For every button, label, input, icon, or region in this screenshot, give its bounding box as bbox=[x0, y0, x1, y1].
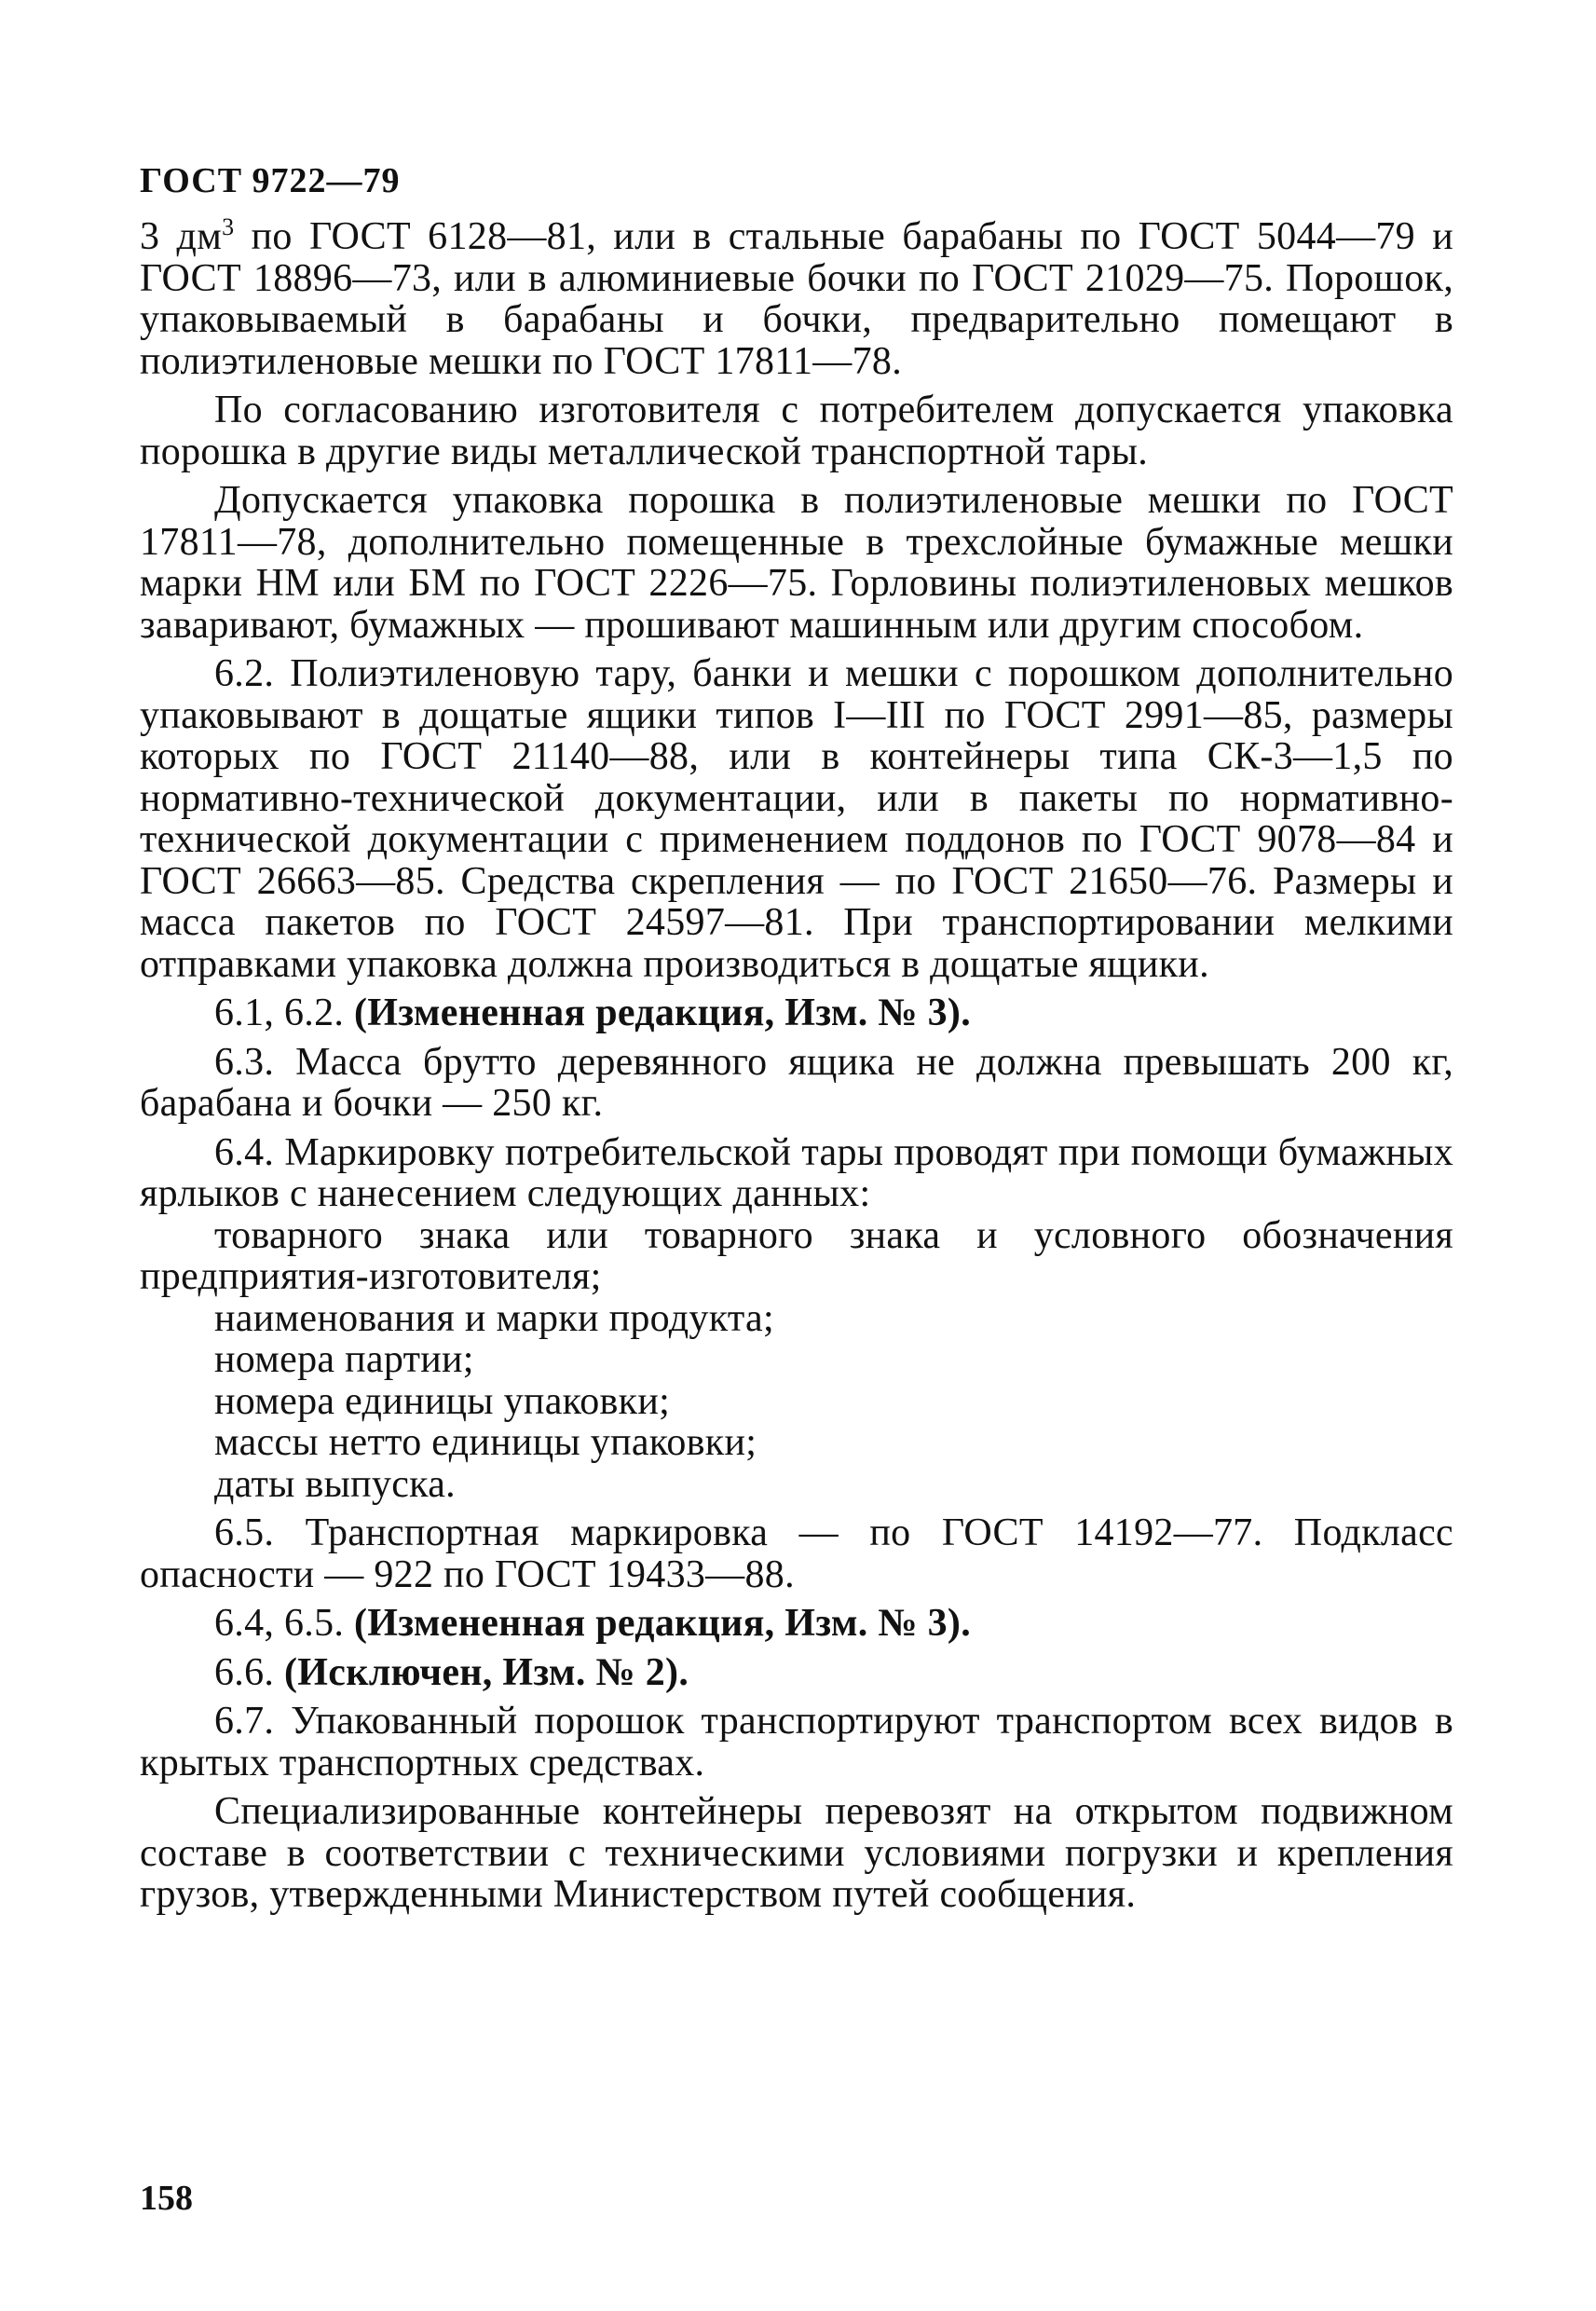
amendment-note: (Измененная редакция, Изм. № 3). bbox=[354, 991, 972, 1034]
amendment-ref: 6.1, 6.2. bbox=[214, 991, 354, 1034]
amendment-ref: 6.6. bbox=[214, 1650, 284, 1694]
standard-header: ГОСТ 9722—79 bbox=[140, 161, 401, 200]
paragraph-containers: Специализированные контейнеры перевозят на открытом подвижном составе в соответствии с техническими условиями погрузки и крепления грузов, утвержденными Министерством путей сообщения. bbox=[140, 1790, 1453, 1916]
list-item: товарного знака или товарного знака и условного обозначения предприятия-изготовителя; bbox=[140, 1213, 1453, 1298]
paragraph-6-3: 6.3. Масса брутто деревянного ящика не должна превышать 200 кг, барабана и бочки — 250 кг. bbox=[140, 1040, 1453, 1125]
paragraph-agreement: По согласованию изготовителя с потребителем допускается упаковка порошка в другие виды металлической транспортной тары. bbox=[140, 389, 1453, 473]
amendment-ref: 6.4, 6.5. bbox=[214, 1602, 354, 1645]
paragraph-6-2: 6.2. Полиэтиленовую тару, банки и мешки с порошком дополнительно упаковывают в дощатые ящики типов I—III по ГОСТ 2991—85, размеры которых по ГОСТ 21140—88, или в контейнеры типа СК-3—1,5 по нормативно-технической документации, или в пакеты по нормативно-технической документации с применением поддонов по ГОСТ 9078—84 и ГОСТ 26663—85. Средства скрепления — по ГОСТ 21650—76. Размеры и масса пакетов по ГОСТ 24597—81. При транспортировании мелкими отправками упаковка должна производиться в дощатые ящики. bbox=[140, 652, 1453, 986]
paragraph-6-5: 6.5. Транспортная маркировка — по ГОСТ 14192—77. Подкласс опасности — 922 по ГОСТ 19433—88. bbox=[140, 1511, 1453, 1596]
paragraph-6-4: 6.4. Маркировку потребительской тары проводят при помощи бумажных ярлыков с нанесением следующих данных: bbox=[140, 1130, 1453, 1215]
amendment-note: (Исключен, Изм. № 2). bbox=[284, 1650, 689, 1694]
paragraph-6-6 bbox=[140, 1652, 1453, 1694]
page-number: 158 bbox=[140, 2179, 193, 2218]
list-item: массы нетто единицы упаковки; bbox=[214, 1421, 757, 1464]
list-item: номера партии; bbox=[214, 1338, 474, 1381]
paragraph-polyethylene-bags: Допускается упаковка порошка в полиэтиленовые мешки по ГОСТ 17811—78, дополнительно помещенные в трехслойные бумажные мешки марки НМ или БМ по ГОСТ 2226—75. Горловины полиэтиленовых мешков заваривают, бумажных — прошивают машинным или другим способом. bbox=[140, 479, 1453, 647]
list-item: наименования и марки продукта; bbox=[214, 1296, 774, 1340]
paragraph-packaging-drums bbox=[140, 213, 1453, 383]
unit-superscript: 3 bbox=[222, 213, 235, 240]
paragraph-amendment-6-4-6-5 bbox=[140, 1603, 1453, 1645]
list-item: номера единицы упаковки; bbox=[214, 1379, 671, 1423]
amendment-note: (Измененная редакция, Изм. № 3). bbox=[354, 1602, 972, 1645]
paragraph-6-7: 6.7. Упакованный порошок транспортируют транспортом всех видов в крытых транспортных средствах. bbox=[140, 1700, 1453, 1785]
paragraph-text: по ГОСТ 6128—81, или в стальные барабаны по ГОСТ 5044—79 и ГОСТ 18896—73, или в алюминиевые бочки по ГОСТ 21029—75. Порошок, упаковываемый в барабаны и бочки, предварительно помещают в полиэтиленовые мешки по ГОСТ 17811—78. bbox=[140, 215, 1453, 383]
document-page bbox=[140, 158, 1453, 1916]
list-item: даты выпуска. bbox=[214, 1462, 456, 1506]
unit-text: 3 дм bbox=[140, 215, 223, 258]
paragraph-amendment-6-1-6-2 bbox=[140, 992, 1453, 1034]
